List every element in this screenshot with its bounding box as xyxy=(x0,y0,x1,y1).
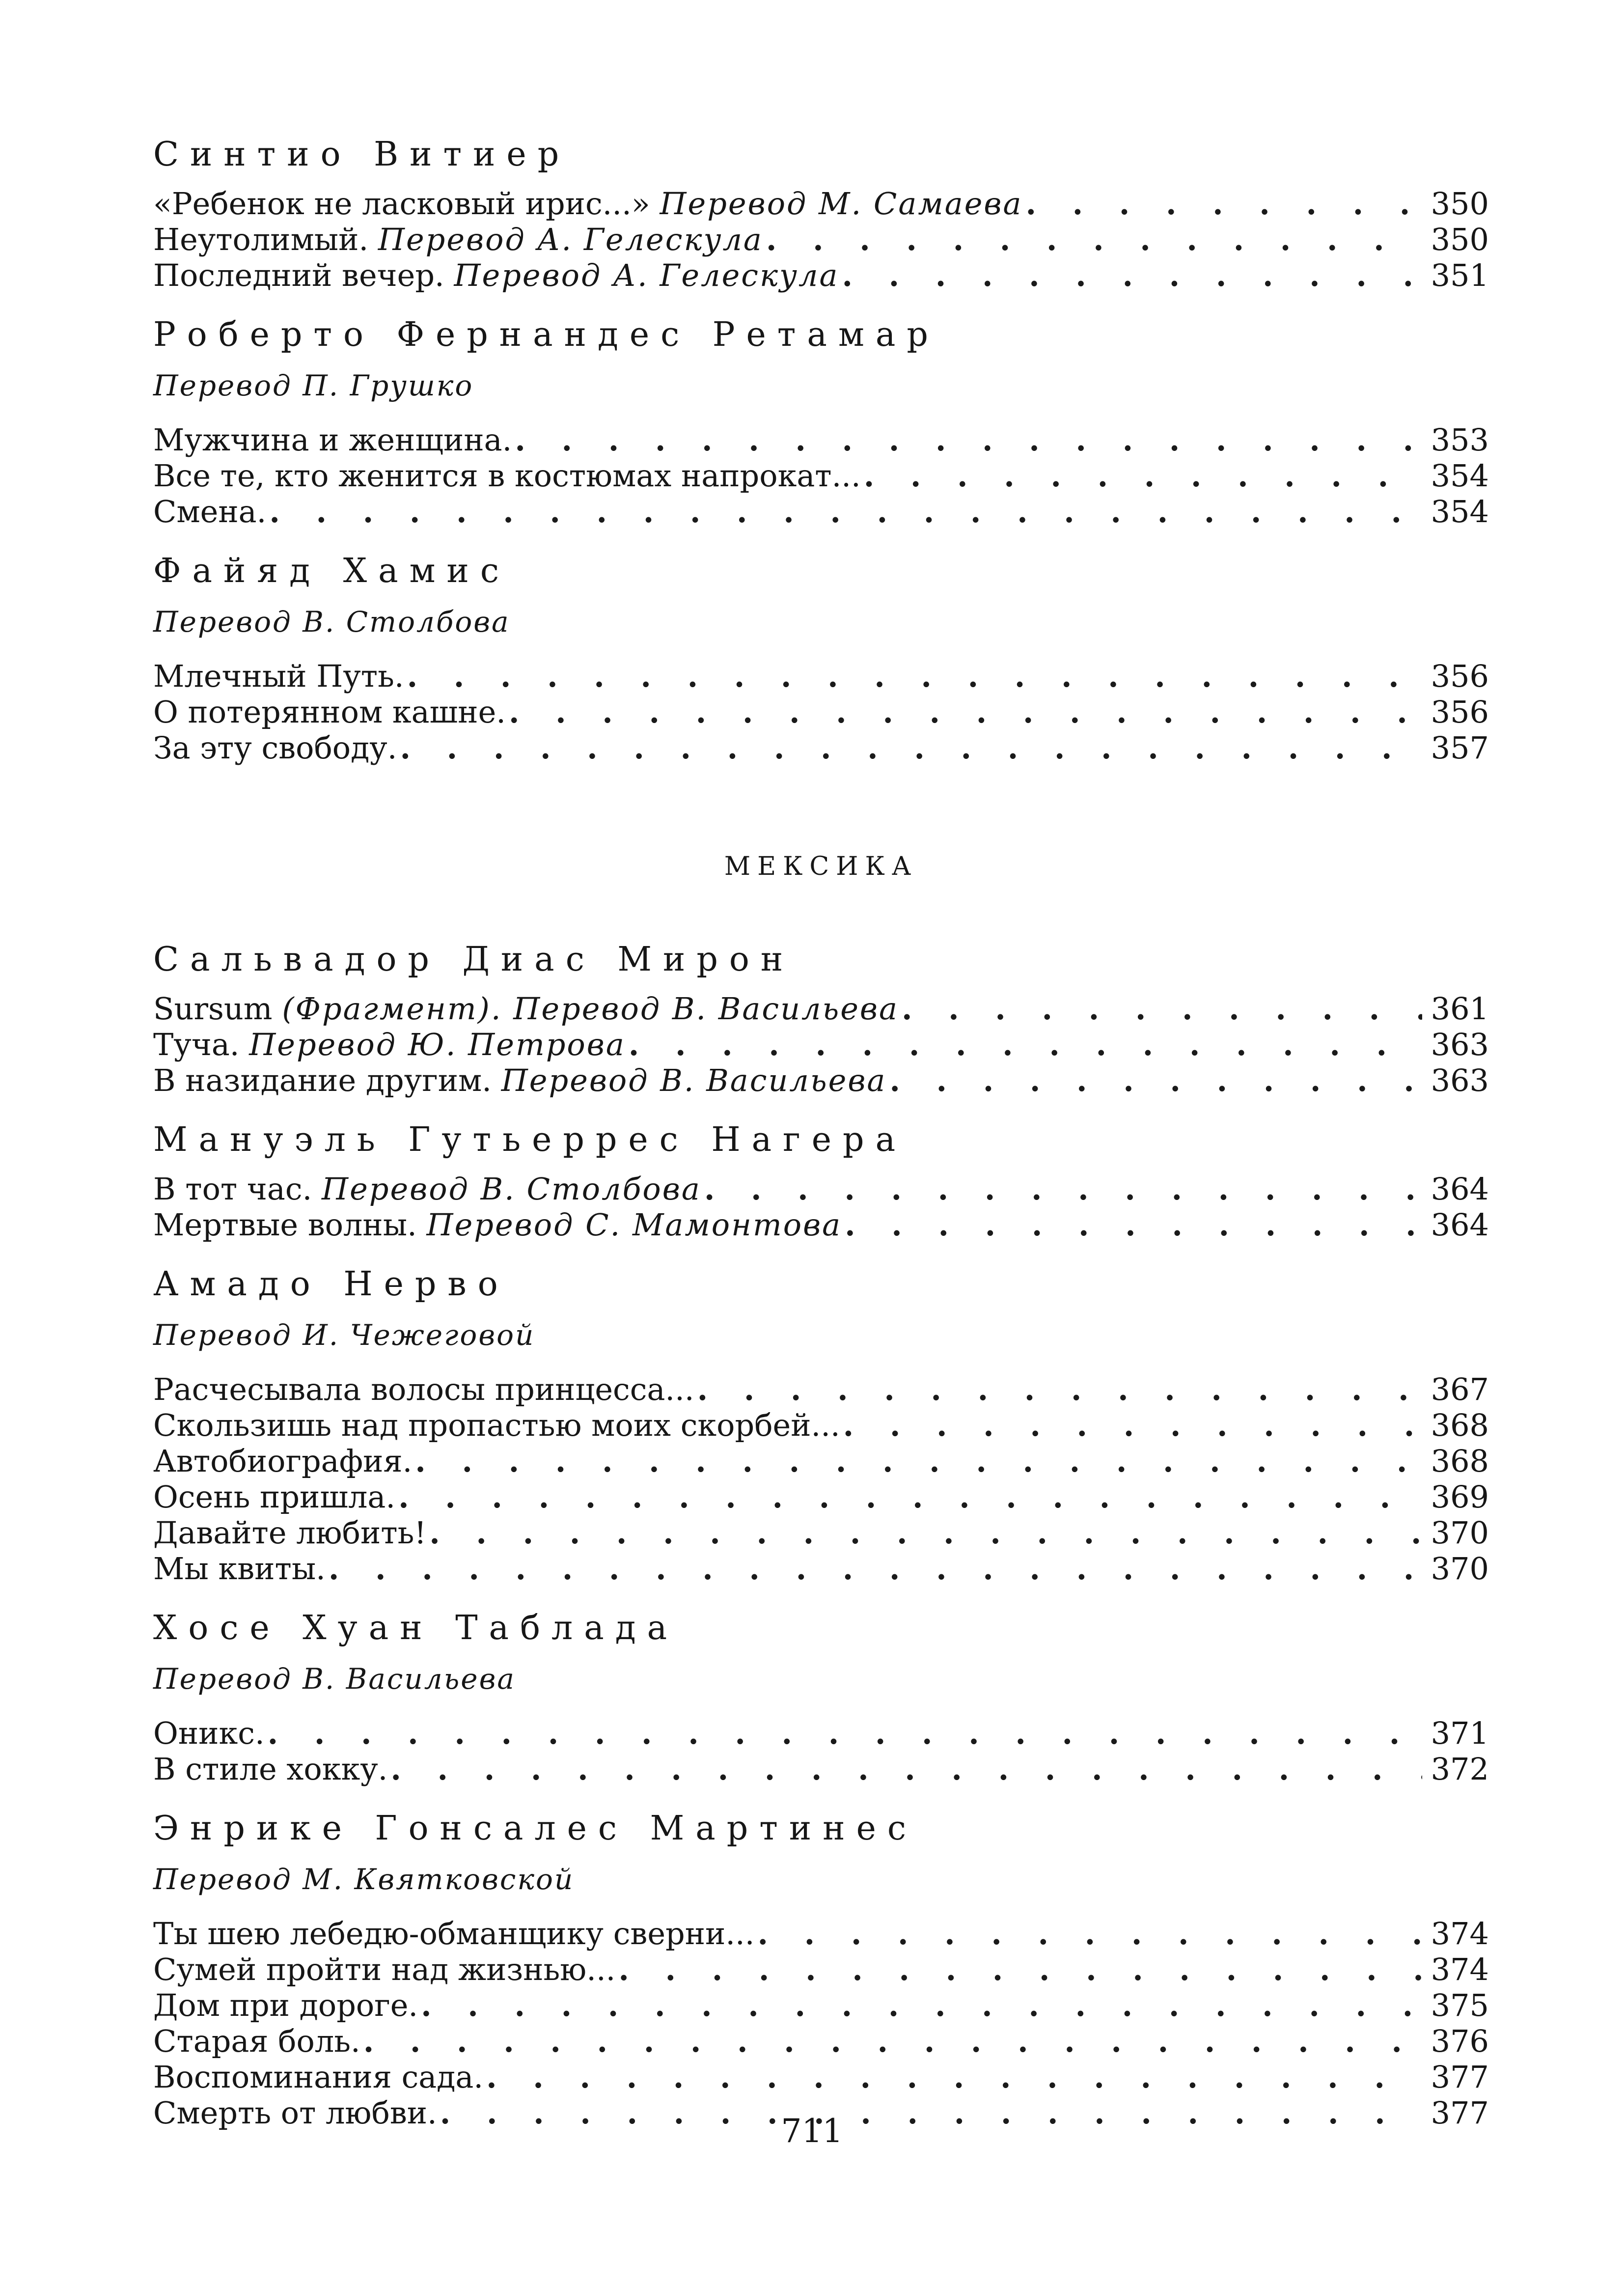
entry-title-group xyxy=(153,458,861,494)
entry-translator: Перевод А. Гелескула xyxy=(454,257,839,293)
entry-title: Мы квиты. xyxy=(153,1551,326,1587)
entry-page: 372 xyxy=(1431,1751,1489,1787)
entry-page: 370 xyxy=(1431,1551,1489,1587)
toc-sections-after xyxy=(153,938,1489,2131)
entry-title-group xyxy=(153,991,899,1027)
entry-title-group xyxy=(153,2023,360,2059)
dot-leader xyxy=(269,494,1422,530)
section-translator: Перевод В. Столбова xyxy=(153,605,510,639)
entry-title-group xyxy=(153,1715,265,1751)
entry-title: Туча. xyxy=(153,1027,240,1062)
author-name: Синтио Витиер xyxy=(153,135,571,174)
author-name: Роберто Фернандес Ретамар xyxy=(153,315,939,354)
entry-title-group xyxy=(153,1987,418,2023)
entry-title: Мужчина и женщина. xyxy=(153,422,512,458)
dot-leader xyxy=(329,1551,1422,1587)
entry-title: Ты шею лебедю-обманщику сверни... xyxy=(153,1916,755,1951)
entry-translator: Перевод М. Самаева xyxy=(660,186,1023,222)
toc-section xyxy=(153,1807,1489,2131)
entry-list xyxy=(153,1171,1489,1243)
entry-title: Осень пришла. xyxy=(153,1479,396,1515)
entry-title: Дом при дороге. xyxy=(153,1987,418,2023)
toc-entry xyxy=(153,1951,1489,1987)
entry-title-group xyxy=(153,422,512,458)
entry-title: Мертвые волны. xyxy=(153,1207,417,1243)
toc-section xyxy=(153,133,1489,293)
entry-list xyxy=(153,658,1489,766)
entry-title: За эту свободу. xyxy=(153,730,397,766)
toc-entry xyxy=(153,1062,1489,1098)
dot-leader xyxy=(390,1751,1422,1787)
dot-leader xyxy=(407,658,1422,694)
entry-list xyxy=(153,186,1489,293)
entry-title: Воспоминания сада. xyxy=(153,2059,484,2095)
toc-entry xyxy=(153,730,1489,766)
entry-title-group xyxy=(153,1751,387,1787)
entry-title: В назидание другим. xyxy=(153,1062,492,1098)
entry-title-group xyxy=(153,1062,886,1098)
author-name: Сальвадор Диас Мирон xyxy=(153,940,795,979)
entry-title-group xyxy=(153,1407,840,1443)
entry-list xyxy=(153,1371,1489,1587)
page-number: 711 xyxy=(781,2112,843,2150)
section-translator: Перевод П. Грушко xyxy=(153,369,474,402)
toc-section xyxy=(153,549,1489,766)
dot-leader xyxy=(398,1479,1422,1515)
entry-page: 353 xyxy=(1431,422,1489,458)
dot-leader xyxy=(845,1207,1422,1243)
toc-section xyxy=(153,313,1489,530)
entry-page: 356 xyxy=(1431,694,1489,730)
entry-title-group xyxy=(153,1371,694,1407)
toc-entry xyxy=(153,186,1489,222)
toc-section xyxy=(153,1606,1489,1787)
entry-title: Неутолимый. xyxy=(153,222,369,257)
entry-page: 368 xyxy=(1431,1443,1489,1479)
author-name: Амадо Нерво xyxy=(153,1265,509,1304)
dot-leader xyxy=(843,1407,1422,1443)
toc-entry xyxy=(153,1027,1489,1062)
dot-leader xyxy=(363,2023,1422,2059)
toc-entry xyxy=(153,1551,1489,1587)
entry-title: Давайте любить! xyxy=(153,1515,427,1551)
entry-page: 376 xyxy=(1431,2023,1489,2059)
section-translator: Перевод М. Квятковской xyxy=(153,1863,575,1896)
toc-entry xyxy=(153,1443,1489,1479)
toc-entry xyxy=(153,991,1489,1027)
toc-entry xyxy=(153,1751,1489,1787)
entry-page: 369 xyxy=(1431,1479,1489,1515)
dot-leader xyxy=(704,1171,1422,1207)
dot-leader xyxy=(515,422,1422,458)
entry-page: 361 xyxy=(1431,991,1489,1027)
author-name: Файяд Хамис xyxy=(153,552,510,590)
dot-leader xyxy=(629,1027,1422,1062)
entry-title: Млечный Путь. xyxy=(153,658,404,694)
toc-entry xyxy=(153,1171,1489,1207)
entry-page: 368 xyxy=(1431,1407,1489,1443)
table-of-contents xyxy=(153,133,1489,2150)
author-name: Хосе Хуан Таблада xyxy=(153,1609,679,1647)
toc-entry xyxy=(153,2059,1489,2095)
entry-page: 363 xyxy=(1431,1027,1489,1062)
entry-title: Старая боль. xyxy=(153,2023,360,2059)
entry-title: Оникс. xyxy=(153,1715,265,1751)
dot-leader xyxy=(1025,186,1422,222)
entry-title: «Ребенок не ласковый ирис...» xyxy=(153,186,650,222)
dot-leader xyxy=(757,1916,1422,1951)
dot-leader xyxy=(902,991,1422,1027)
entry-title-group xyxy=(153,694,506,730)
entry-title-group xyxy=(153,1551,326,1587)
entry-list xyxy=(153,1715,1489,1787)
toc-entry xyxy=(153,1515,1489,1551)
entry-translator: Перевод В. Столбова xyxy=(322,1171,701,1207)
toc-sections-before xyxy=(153,133,1489,766)
dot-leader xyxy=(400,730,1422,766)
toc-entry xyxy=(153,1987,1489,2023)
dot-leader xyxy=(429,1515,1422,1551)
entry-translator: Перевод Ю. Петрова xyxy=(249,1027,626,1062)
entry-title: Sursum xyxy=(153,991,273,1027)
author-name: Мануэль Гутьеррес Нагера xyxy=(153,1120,907,1159)
entry-page: 371 xyxy=(1431,1715,1489,1751)
entry-page: 370 xyxy=(1431,1515,1489,1551)
author-name: Энрике Гонсалес Мартинес xyxy=(153,1809,917,1848)
entry-page: 357 xyxy=(1431,730,1489,766)
dot-leader xyxy=(268,1715,1422,1751)
entry-page: 374 xyxy=(1431,1951,1489,1987)
entry-title: В тот час. xyxy=(153,1171,312,1207)
toc-entry xyxy=(153,1407,1489,1443)
entry-translator: Перевод В. Васильева xyxy=(501,1062,887,1098)
entry-title-group xyxy=(153,730,397,766)
toc-entry xyxy=(153,458,1489,494)
toc-entry xyxy=(153,494,1489,530)
entry-page: 351 xyxy=(1431,257,1489,293)
entry-title-group xyxy=(153,222,763,257)
dot-leader xyxy=(842,257,1422,293)
dot-leader xyxy=(415,1443,1422,1479)
entry-page: 363 xyxy=(1431,1062,1489,1098)
dot-leader xyxy=(766,222,1422,257)
dot-leader xyxy=(889,1062,1422,1098)
toc-entry xyxy=(153,2023,1489,2059)
entry-title-group xyxy=(153,1171,701,1207)
dot-leader xyxy=(509,694,1422,730)
toc-entry xyxy=(153,1479,1489,1515)
entry-translator: Перевод А. Гелескула xyxy=(378,222,763,257)
dot-leader xyxy=(618,1951,1422,1987)
section-translator: Перевод В. Васильева xyxy=(153,1662,516,1696)
entry-title-group xyxy=(153,1515,426,1551)
entry-title: Смерть от любви. xyxy=(153,2095,437,2131)
entry-title: Скользишь над пропастью моих скорбей... xyxy=(153,1407,840,1443)
entry-title: О потерянном кашне. xyxy=(153,694,506,730)
dot-leader xyxy=(864,458,1422,494)
entry-translator: (Фрагмент). Перевод В. Васильева xyxy=(282,991,899,1027)
entry-title: Все те, кто женится в костюмах напрокат... xyxy=(153,458,861,494)
entry-page: 354 xyxy=(1431,494,1489,530)
entry-list xyxy=(153,422,1489,530)
toc-entry xyxy=(153,1371,1489,1407)
entry-list xyxy=(153,991,1489,1098)
entry-page: 350 xyxy=(1431,186,1489,222)
entry-title-group xyxy=(153,1951,615,1987)
toc-entry xyxy=(153,1715,1489,1751)
entry-title: Автобиография. xyxy=(153,1443,413,1479)
entry-page: 364 xyxy=(1431,1207,1489,1243)
dot-leader xyxy=(421,1987,1422,2023)
toc-entry xyxy=(153,222,1489,257)
entry-list xyxy=(153,1916,1489,2131)
dot-leader xyxy=(697,1371,1422,1407)
entry-page: 377 xyxy=(1431,2095,1489,2131)
entry-title-group xyxy=(153,1916,754,1951)
entry-page: 374 xyxy=(1431,1916,1489,1951)
entry-title-group xyxy=(153,1479,395,1515)
toc-section xyxy=(153,1262,1489,1587)
entry-title-group xyxy=(153,2059,483,2095)
entry-title: Расчесывала волосы принцесса... xyxy=(153,1371,694,1407)
dot-leader xyxy=(486,2059,1422,2095)
toc-entry xyxy=(153,1207,1489,1243)
entry-page: 377 xyxy=(1431,2059,1489,2095)
entry-title-group xyxy=(153,257,839,293)
entry-title-group xyxy=(153,1207,842,1243)
entry-page: 364 xyxy=(1431,1171,1489,1207)
entry-title-group xyxy=(153,494,266,530)
entry-title: Смена. xyxy=(153,494,267,530)
toc-entry xyxy=(153,658,1489,694)
toc-entry xyxy=(153,694,1489,730)
entry-title: Сумей пройти над жизнью... xyxy=(153,1951,616,1987)
entry-page: 350 xyxy=(1431,222,1489,257)
entry-page: 375 xyxy=(1431,1987,1489,2023)
toc-entry xyxy=(153,1916,1489,1951)
entry-title-group xyxy=(153,658,404,694)
country-heading: МЕКСИКА xyxy=(724,852,918,881)
entry-title-group xyxy=(153,1443,412,1479)
entry-title-group xyxy=(153,1027,626,1062)
entry-page: 354 xyxy=(1431,458,1489,494)
entry-title: Последний вечер. xyxy=(153,257,444,293)
toc-entry xyxy=(153,257,1489,293)
entry-page: 356 xyxy=(1431,658,1489,694)
toc-entry xyxy=(153,422,1489,458)
toc-section xyxy=(153,938,1489,1098)
toc-section xyxy=(153,1118,1489,1243)
entry-page: 367 xyxy=(1431,1371,1489,1407)
entry-translator: Перевод С. Мамонтова xyxy=(426,1207,842,1243)
entry-title-group xyxy=(153,186,1022,222)
section-translator: Перевод И. Чежеговой xyxy=(153,1318,535,1352)
entry-title: В стиле хокку. xyxy=(153,1751,388,1787)
